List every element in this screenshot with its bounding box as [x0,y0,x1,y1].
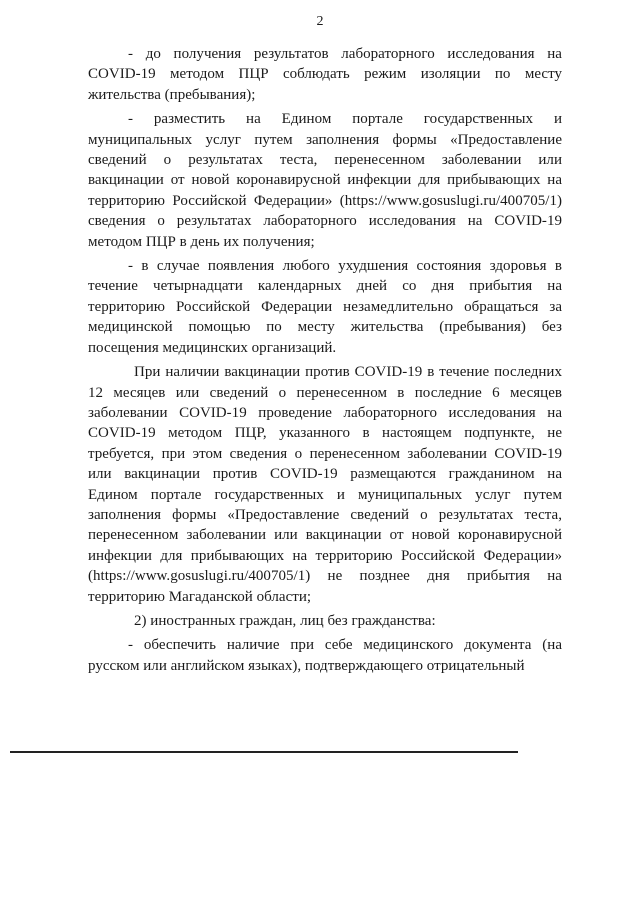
document-body [88,44,562,676]
paragraph-health-deterioration: - в случае появления любого ухудшения состояния здоровья в течение четырнадцати календарных дней со дня прибытия на территорию Российской Федерации незамедлительно обращаться за медицинской помощью по месту жительства (пребывания) без посещения медицинских организаций. [88,258,562,356]
page-number: 2 [316,14,324,29]
paragraph-gosuslugi-test-results: - разместить на Едином портале государственных и муниципальных услуг путем заполнения формы «Предоставление сведений о результатах теста, перенесенном заболевании или вакцинации от новой коронавирусной инфекции для прибывающих на территорию Российской Федерации» (https://www.gosuslugi.ru/400705/1) сведения о результатах лабораторного исследования на COVID-19 методом ПЦР в день их получения; [88,111,562,250]
paragraph-foreign-citizens: 2) иностранных граждан, лиц без гражданства: [134,612,436,629]
paragraph-vaccination-exemption: При наличии вакцинации против COVID-19 в течение последних 12 месяцев или сведений о перенесенном в последние 6 месяцев заболевании COVID-19 проведение лабораторного исследования на COVID-19 методом ПЦР, указанного в настоящем подпункте, не требуется, при этом сведения о перенесенном заболевании COVID-19 или вакцинации против COVID-19 размещаются гражданином на Едином портале государственных и муниципальных услуг путем заполнения формы «Предоставление сведений о результатах теста, перенесенном заболевании или вакцинации от новой коронавирусной инфекции для прибывающих на территорию Российской Федерации» (https://www.gosuslugi.ru/400705/1) не позднее дня прибытия на территорию Магаданской области; [88,364,562,605]
footer-divider [10,751,518,753]
paragraph-isolation: - до получения результатов лабораторного исследования на COVID-19 методом ПЦР соблюдать режим изоляции по месту жительства (пребывания); [88,46,562,103]
paragraph-medical-document: - обеспечить наличие при себе медицинского документа (на русском или английском языках), подтверждающего отрицательный [88,637,562,674]
